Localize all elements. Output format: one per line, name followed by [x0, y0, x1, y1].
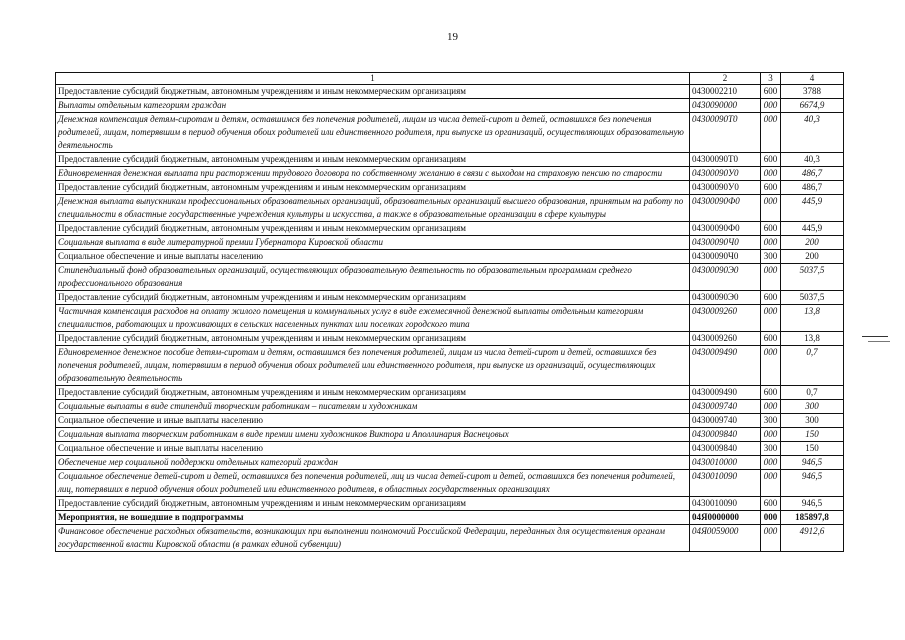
- row-code-cell: 0430002210: [690, 85, 761, 99]
- table-row: [56, 386, 844, 400]
- row-code-cell: 0430009260: [690, 332, 761, 346]
- table-row: [56, 511, 844, 525]
- row-name-cell: Предоставление субсидий бюджетным, автономным учреждениям и иным некоммерческим организациям: [56, 153, 690, 167]
- row-type-cell: 000: [761, 346, 781, 386]
- table-row: [56, 400, 844, 414]
- row-amount-cell: 6674,9: [781, 99, 844, 113]
- row-code-cell: 04300090Э0: [690, 264, 761, 291]
- row-amount-cell: 300: [781, 400, 844, 414]
- row-amount-cell: 0,7: [781, 386, 844, 400]
- table-row: [56, 250, 844, 264]
- header-cell-2: 2: [690, 73, 761, 85]
- row-code-cell: 0430009740: [690, 400, 761, 414]
- table-row: [56, 264, 844, 291]
- row-type-cell: 000: [761, 236, 781, 250]
- row-amount-cell: 946,5: [781, 497, 844, 511]
- header-cell-4: 4: [781, 73, 844, 85]
- row-amount-cell: 445,9: [781, 195, 844, 222]
- table-row: [56, 332, 844, 346]
- row-code-cell: 04Я0059000: [690, 525, 761, 552]
- header-cell-3: 3: [761, 73, 781, 85]
- row-amount-cell: 946,5: [781, 470, 844, 497]
- row-type-cell: 000: [761, 456, 781, 470]
- row-code-cell: 04300090У0: [690, 167, 761, 181]
- table-row: [56, 222, 844, 236]
- row-code-cell: 04300090Т0: [690, 113, 761, 153]
- row-code-cell: 0430009490: [690, 386, 761, 400]
- row-type-cell: 600: [761, 332, 781, 346]
- row-type-cell: 000: [761, 525, 781, 552]
- page-number: 19: [447, 31, 458, 43]
- row-type-cell: 000: [761, 195, 781, 222]
- row-code-cell: 0430090000: [690, 99, 761, 113]
- row-code-cell: 04300090Т0: [690, 153, 761, 167]
- row-type-cell: 000: [761, 264, 781, 291]
- row-amount-cell: 40,3: [781, 153, 844, 167]
- row-name-cell: Финансовое обеспечение расходных обязательств, возникающих при выполнении полномочий Российской Федерации, переданных для осуществления органам государственной власти Кировской области (в рамках единой субвенции): [56, 525, 690, 552]
- table-row: [56, 346, 844, 386]
- row-amount-cell: 185897,8: [781, 511, 844, 525]
- row-name-cell: Обеспечение мер социальной поддержки отдельных категорий граждан: [56, 456, 690, 470]
- row-amount-cell: 13,8: [781, 305, 844, 332]
- row-code-cell: 0430009840: [690, 428, 761, 442]
- row-code-cell: 0430010000: [690, 456, 761, 470]
- table-row: [56, 305, 844, 332]
- row-name-cell: Социальное обеспечение и иные выплаты населению: [56, 414, 690, 428]
- row-name-cell: Социальная выплата творческим работникам в виде премии имени художников Виктора и Аполлинария Васнецовых: [56, 428, 690, 442]
- row-name-cell: Единовременное денежное пособие детям-сиротам и детям, оставшимся без попечения родителей, лицам из числа детей-сирот и детей, оставшихся без попечения родителей, лицам, потерявшим в период обучения обоих родителей или единственного родителя, при выпуске из организаций, осуществляющих образовательную деятельность: [56, 346, 690, 386]
- row-code-cell: 04300090Ф0: [690, 195, 761, 222]
- table-row: [56, 167, 844, 181]
- row-code-cell: 04Я0000000: [690, 511, 761, 525]
- row-type-cell: 300: [761, 414, 781, 428]
- row-amount-cell: 445,9: [781, 222, 844, 236]
- row-name-cell: Предоставление субсидий бюджетным, автономным учреждениям и иным некоммерческим организациям: [56, 85, 690, 99]
- row-name-cell: Предоставление субсидий бюджетным, автономным учреждениям и иным некоммерческим организациям: [56, 222, 690, 236]
- margin-mark: [868, 341, 890, 342]
- row-amount-cell: 300: [781, 414, 844, 428]
- table-row: [56, 525, 844, 552]
- row-name-cell: Выплаты отдельным категориям граждан: [56, 99, 690, 113]
- row-amount-cell: 4912,6: [781, 525, 844, 552]
- table-row: [56, 291, 844, 305]
- row-name-cell: Предоставление субсидий бюджетным, автономным учреждениям и иным некоммерческим организациям: [56, 386, 690, 400]
- row-name-cell: Предоставление субсидий бюджетным, автономным учреждениям и иным некоммерческим организациям: [56, 181, 690, 195]
- row-amount-cell: 150: [781, 442, 844, 456]
- row-amount-cell: 946,5: [781, 456, 844, 470]
- row-amount-cell: 13,8: [781, 332, 844, 346]
- row-type-cell: 000: [761, 167, 781, 181]
- table-header-row: [56, 73, 844, 85]
- row-name-cell: Стипендиальный фонд образовательных организаций, осуществляющих образовательную деятельность по образовательным программам среднего профессионального образования: [56, 264, 690, 291]
- row-amount-cell: 200: [781, 250, 844, 264]
- table-row: [56, 414, 844, 428]
- row-type-cell: 000: [761, 113, 781, 153]
- row-amount-cell: 3788: [781, 85, 844, 99]
- row-code-cell: 04300090Ч0: [690, 236, 761, 250]
- header-cell-1: 1: [56, 73, 690, 85]
- row-code-cell: 0430009740: [690, 414, 761, 428]
- table-row: [56, 181, 844, 195]
- row-type-cell: 000: [761, 400, 781, 414]
- row-name-cell: Социальное обеспечение и иные выплаты населению: [56, 250, 690, 264]
- row-name-cell: Социальное обеспечение детей-сирот и детей, оставшихся без попечения родителей, лиц из числа детей-сирот и детей, оставшихся без попечения родителей, лиц, потерявших в период обучения обоих родителей или единственного родителя, в областных государственных организациях: [56, 470, 690, 497]
- row-type-cell: 000: [761, 511, 781, 525]
- table-row: [56, 113, 844, 153]
- row-code-cell: 04300090Э0: [690, 291, 761, 305]
- table-row: [56, 99, 844, 113]
- row-name-cell: Предоставление субсидий бюджетным, автономным учреждениям и иным некоммерческим организациям: [56, 497, 690, 511]
- table-row: [56, 470, 844, 497]
- row-name-cell: Предоставление субсидий бюджетным, автономным учреждениям и иным некоммерческим организациям: [56, 332, 690, 346]
- row-code-cell: 04300090Ч0: [690, 250, 761, 264]
- row-name-cell: Социальная выплата в виде литературной премии Губернатора Кировской области: [56, 236, 690, 250]
- row-type-cell: 600: [761, 222, 781, 236]
- row-code-cell: 0430010090: [690, 497, 761, 511]
- table-row: [56, 428, 844, 442]
- row-type-cell: 300: [761, 442, 781, 456]
- row-code-cell: 04300090Ф0: [690, 222, 761, 236]
- row-amount-cell: 40,3: [781, 113, 844, 153]
- row-type-cell: 600: [761, 153, 781, 167]
- row-amount-cell: 5037,5: [781, 291, 844, 305]
- row-amount-cell: 486,7: [781, 181, 844, 195]
- row-code-cell: 0430010090: [690, 470, 761, 497]
- row-code-cell: 0430009840: [690, 442, 761, 456]
- row-type-cell: 000: [761, 305, 781, 332]
- row-code-cell: 04300090У0: [690, 181, 761, 195]
- table-row: [56, 442, 844, 456]
- row-type-cell: 600: [761, 181, 781, 195]
- row-name-cell: Частичная компенсация расходов на оплату жилого помещения и коммунальных услуг в виде ежемесячной денежной выплаты отдельным категориям специалистов, работающих и проживающих в сельских населенных пунктах или поселках городского типа: [56, 305, 690, 332]
- row-type-cell: 600: [761, 386, 781, 400]
- row-name-cell: Социальное обеспечение и иные выплаты населению: [56, 442, 690, 456]
- margin-mark: [862, 336, 888, 337]
- row-type-cell: 300: [761, 250, 781, 264]
- row-name-cell: Денежная выплата выпускникам профессиональных образовательных организаций, образовательных организаций высшего образования, принятым на работу по специальности в областные государственные учреждения культуры и искусства, а также в образовательные организации в сфере культуры: [56, 195, 690, 222]
- row-code-cell: 0430009260: [690, 305, 761, 332]
- row-type-cell: 600: [761, 85, 781, 99]
- table-row: [56, 497, 844, 511]
- row-amount-cell: 150: [781, 428, 844, 442]
- row-name-cell: Денежная компенсация детям-сиротам и детям, оставшимся без попечения родителей, лицам из числа детей-сирот и детей, оставшихся без попечения родителей, лицам, потерявшим в период обучения обоих родителей или единственного родителя, при выпуске из организаций, осуществляющих образовательную деятельность: [56, 113, 690, 153]
- row-amount-cell: 0,7: [781, 346, 844, 386]
- row-amount-cell: 200: [781, 236, 844, 250]
- row-type-cell: 000: [761, 428, 781, 442]
- table-row: [56, 236, 844, 250]
- table-row: [56, 85, 844, 99]
- row-amount-cell: 5037,5: [781, 264, 844, 291]
- row-type-cell: 000: [761, 99, 781, 113]
- row-type-cell: 000: [761, 470, 781, 497]
- table-row: [56, 456, 844, 470]
- budget-table: [55, 72, 844, 552]
- table-row: [56, 195, 844, 222]
- row-type-cell: 600: [761, 291, 781, 305]
- table-row: [56, 153, 844, 167]
- row-name-cell: Единовременная денежная выплата при расторжении трудового договора по собственному желанию в связи с выходом на страховую пенсию по старости: [56, 167, 690, 181]
- row-name-cell: Социальные выплаты в виде стипендий творческим работникам – писателям и художникам: [56, 400, 690, 414]
- row-type-cell: 600: [761, 497, 781, 511]
- row-name-cell: Предоставление субсидий бюджетным, автономным учреждениям и иным некоммерческим организациям: [56, 291, 690, 305]
- row-name-cell: Мероприятия, не вошедшие в подпрограммы: [56, 511, 690, 525]
- row-amount-cell: 486,7: [781, 167, 844, 181]
- row-code-cell: 0430009490: [690, 346, 761, 386]
